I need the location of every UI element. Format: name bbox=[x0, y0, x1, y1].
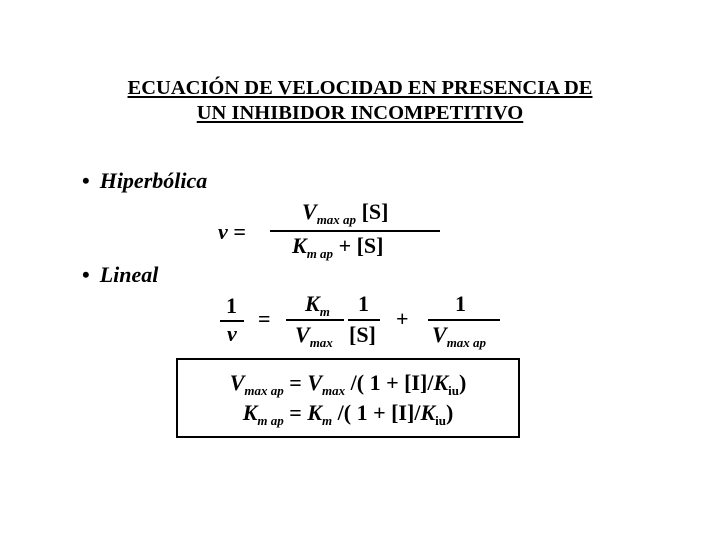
title-line-2: UN INHIBIDOR INCOMPETITIVO bbox=[196, 102, 524, 124]
linear-vmax-ap: $V_{max ap}$ bbox=[432, 322, 487, 350]
hyperbolic-lhs: v = bbox=[218, 219, 246, 244]
linear-s: [S] bbox=[349, 322, 376, 347]
bullet-hyperbolic bbox=[82, 168, 207, 194]
bullet-marker: • bbox=[82, 168, 90, 193]
linear-s-bar bbox=[348, 319, 380, 321]
linear-intercept-numerator: 1 bbox=[455, 291, 466, 316]
linear-plus: + bbox=[396, 306, 409, 331]
bullet-hyperbolic-label: Hiperbólica bbox=[99, 168, 208, 193]
linear-s-numerator: 1 bbox=[358, 291, 369, 316]
title-line-1: ECUACIÓN DE VELOCIDAD EN PRESENCIA DE bbox=[127, 77, 593, 99]
bullet-linear bbox=[82, 262, 158, 288]
slide-title bbox=[0, 76, 720, 126]
apparent-constants-box bbox=[176, 358, 520, 438]
linear-vmax: $V_{max}$ bbox=[295, 322, 333, 350]
linear-km: $K_m$ bbox=[305, 291, 330, 319]
linear-km-bar bbox=[286, 319, 344, 321]
bullet-linear-label: Lineal bbox=[99, 262, 159, 287]
linear-intercept-bar bbox=[428, 319, 500, 321]
km-ap-equation: $K_{m ap} = K_m$ /( $1 + [I]/K_{iu}$) bbox=[242, 400, 454, 428]
linear-lhs-denominator: v bbox=[227, 321, 237, 346]
bullet-marker: • bbox=[82, 262, 90, 287]
linear-equals: = bbox=[258, 306, 271, 331]
vmax-ap-equation: $V_{max ap} = V_{max}$ /( $1 + [I]/K_{iu}$) bbox=[229, 370, 467, 398]
hyperbolic-denominator: $K_{m ap} + [S]$ bbox=[292, 233, 384, 261]
hyperbolic-fraction-bar bbox=[270, 230, 440, 232]
hyperbolic-numerator: $V_{max ap}$ [S] bbox=[302, 199, 389, 227]
linear-lhs-numerator: 1 bbox=[226, 293, 237, 318]
